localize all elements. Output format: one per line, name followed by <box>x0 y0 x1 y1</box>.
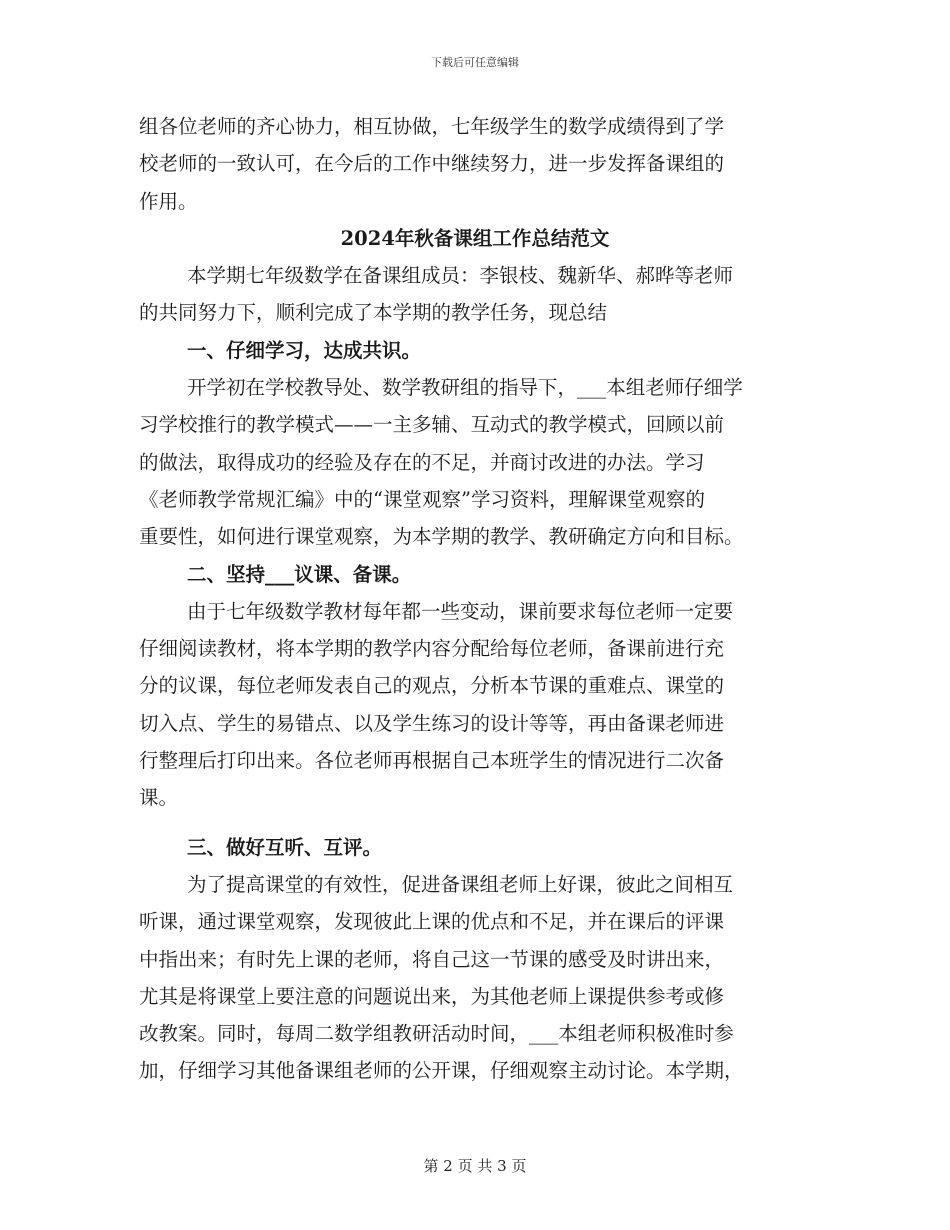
body-line: 分的议课，每位老师发表自己的观点，分析本节课的重难点、课堂的 <box>139 674 725 698</box>
body-line: 《老师教学常规汇编》中的“课堂观察”学习资料，理解课堂观察的 <box>139 487 705 511</box>
section-heading: 一、仔细学习，达成共识。 <box>187 338 422 362</box>
page-header-note: 下载后可任意编辑 <box>431 56 519 69</box>
body-line: 习学校推行的教学模式——一主多辅、互动式的教学模式，回顾以前 <box>139 413 725 437</box>
document-title: 2024年秋备课组工作总结范文 <box>340 226 610 250</box>
body-line: 开学初在学校教导处、数学教研组的指导下，___本组老师仔细学 <box>187 376 743 400</box>
body-line: 作用。 <box>139 189 198 213</box>
body-line: 仔细阅读教材，将本学期的教学内容分配给每位老师，备课前进行充 <box>139 637 725 661</box>
body-line: 为了提高课堂的有效性，促进备课组老师上好课，彼此之间相互 <box>187 872 734 896</box>
body-line: 中指出来；有时先上课的老师，将自己这一节课的感受及时讲出来， <box>139 947 725 971</box>
section-heading: 三、做好互听、互评。 <box>187 835 383 859</box>
body-line: 重要性，如何进行课堂观察，为本学期的教学、教研确定方向和目标。 <box>139 525 744 549</box>
page-number-footer: 第 2 页 共 3 页 <box>423 1157 527 1175</box>
body-line: 加，仔细学习其他备课组老师的公开课，仔细观察主动讨论。本学期， <box>139 1059 744 1083</box>
body-line: 切入点、学生的易错点、以及学生练习的设计等等，再由备课老师进 <box>139 711 725 735</box>
body-line: 尤其是将课堂上要注意的问题说出来，为其他老师上课提供参考或修 <box>139 984 725 1008</box>
body-line: 由于七年级数学教材每年都一些变动，课前要求每位老师一定要 <box>187 599 734 623</box>
document-body <box>139 108 811 1090</box>
body-line: 行整理后打印出来。各位老师再根据自己本班学生的情况进行二次备 <box>139 749 725 773</box>
body-line: 听课，通过课堂观察，发现彼此上课的优点和不足，并在课后的评课 <box>139 910 725 934</box>
body-line: 本学期七年级数学在备课组成员：李银枝、魏新华、郝晔等老师 <box>187 264 734 288</box>
body-line: 的做法，取得成功的经验及存在的不足，并商讨改进的办法。学习 <box>139 450 705 474</box>
section-heading: 二、坚持___议课、备课。 <box>187 562 412 586</box>
paragraph-gap <box>139 817 811 829</box>
body-line: 课。 <box>139 786 179 810</box>
body-line: 改教案。同时，每周二数学组教研活动时间，___本组老师积极准时参 <box>139 1022 734 1046</box>
body-line: 的共同努力下，顺利完成了本学期的教学任务，现总结 <box>139 301 608 325</box>
body-line: 校老师的一致认可，在今后的工作中继续努力，进一步发挥备课组的 <box>139 152 725 176</box>
body-line: 组各位老师的齐心协力，相互协做，七年级学生的数学成绩得到了学 <box>139 115 725 138</box>
